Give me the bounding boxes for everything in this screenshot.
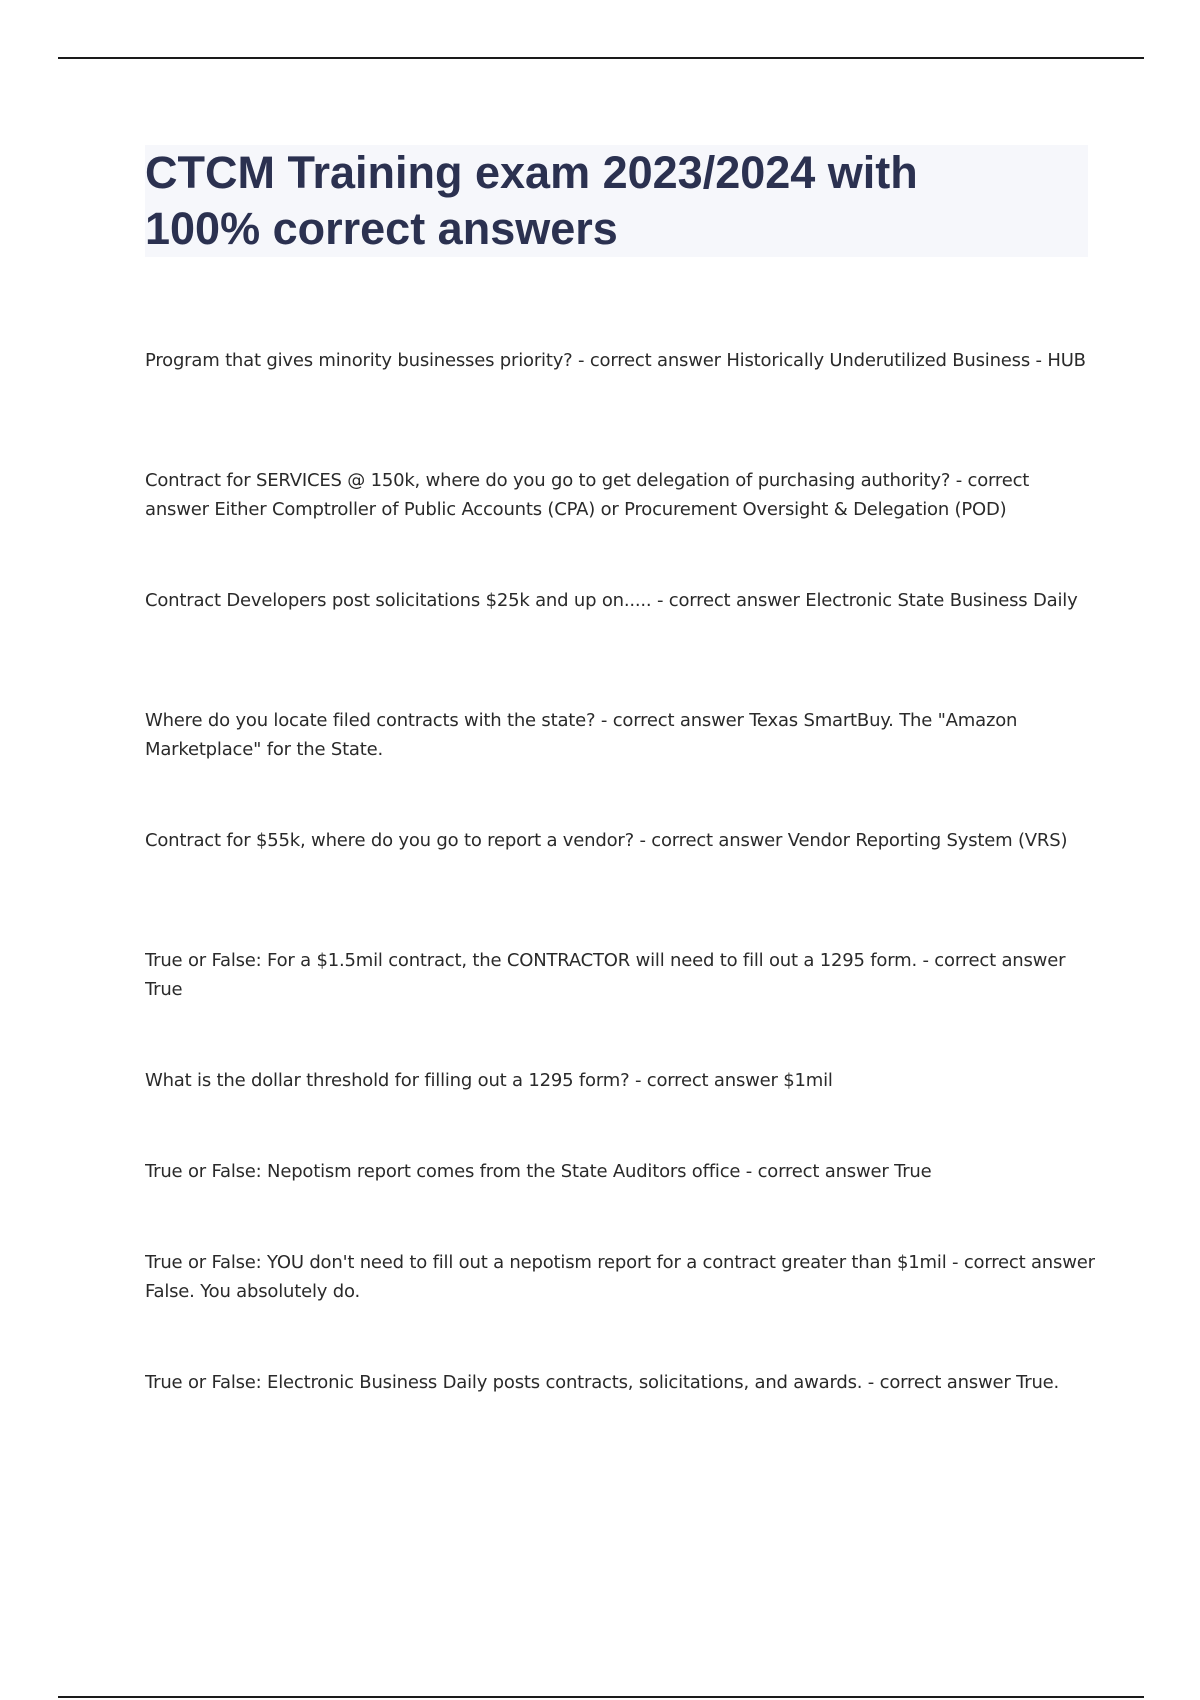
page-bottom-rule (58, 1696, 1144, 1698)
qa-item: True or False: Nepotism report comes from the State Auditors office - correct answer True (145, 1161, 932, 1182)
question-answer-list (145, 346, 1095, 1488)
qa-item: Contract for $55k, where do you go to report a vendor? - correct answer Vendor Reporting System (VRS) (145, 830, 1068, 851)
qa-item: Contract for SERVICES @ 150k, where do you go to get delegation of purchasing authority? - correct answer Either Comptroller of Public Accounts (CPA) or Procurement Oversight & Delegation (POD) (145, 470, 1030, 520)
qa-item: What is the dollar threshold for filling out a 1295 form? - correct answer $1mil (145, 1070, 833, 1091)
qa-item: True or False: YOU don't need to fill out a nepotism report for a contract greater than $1mil - correct answer False. You absolutely do. (145, 1252, 1095, 1302)
qa-item: Where do you locate filed contracts with the state? - correct answer Texas SmartBuy. The "Amazon Marketplace" for the State. (145, 710, 1018, 760)
qa-item: Program that gives minority businesses priority? - correct answer Historically Underutilized Business - HUB (145, 350, 1086, 371)
title-banner (145, 145, 1088, 257)
qa-item: Contract Developers post solicitations $25k and up on..... - correct answer Electronic State Business Daily (145, 590, 1078, 611)
page-top-rule (58, 57, 1144, 59)
document-title: CTCM Training exam 2023/2024 with 100% correct answers (145, 147, 918, 254)
qa-item: True or False: Electronic Business Daily posts contracts, solicitations, and awards. - correct answer True. (145, 1372, 1060, 1393)
qa-item: True or False: For a $1.5mil contract, the CONTRACTOR will need to fill out a 1295 form. - correct answer True (145, 950, 1066, 1000)
